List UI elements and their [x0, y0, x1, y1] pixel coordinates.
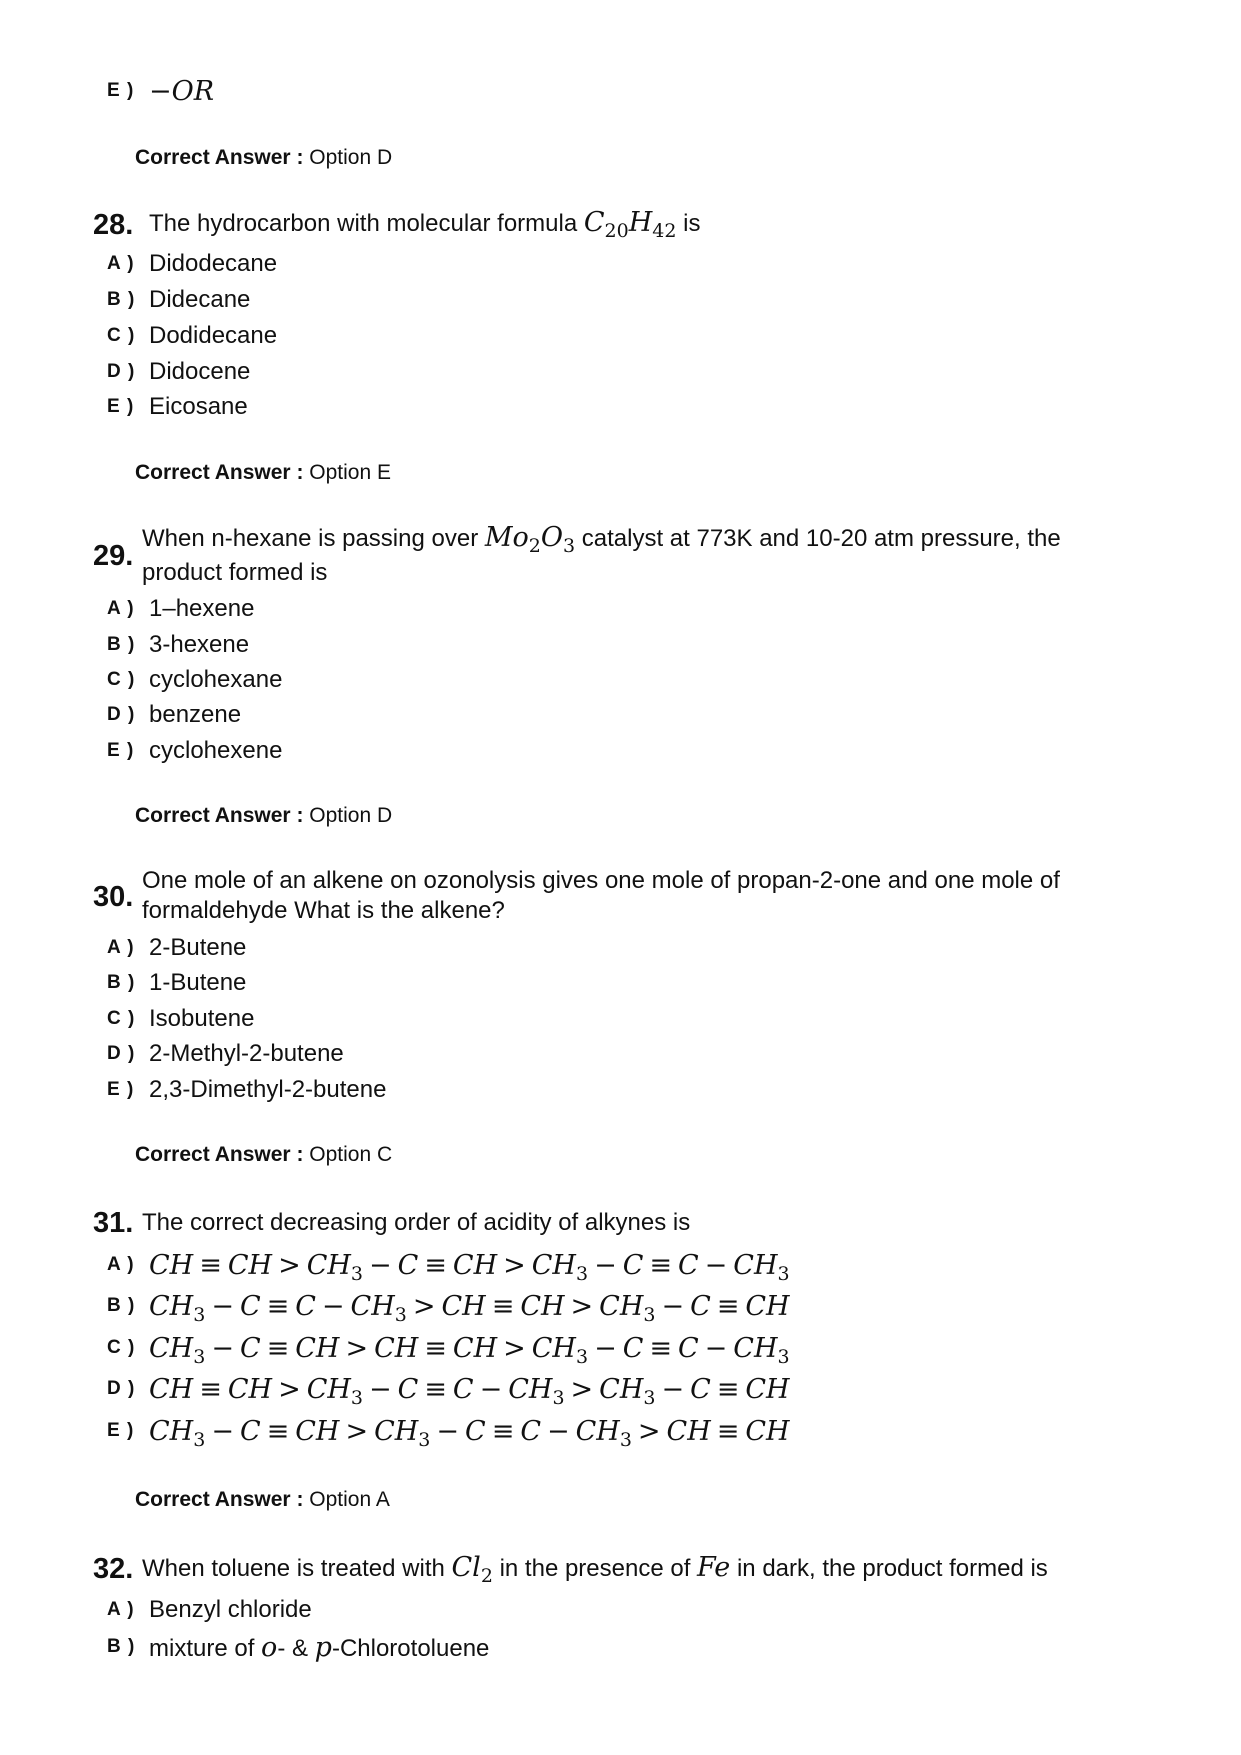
q31-option-b [107, 1286, 790, 1326]
option-formula: CH ≡ CH > $CH_3 - C$ ≡ CH > $CH_3 - C \equiv C - CH_3$ [149, 1249, 790, 1285]
q31-correct-answer [135, 1488, 390, 1512]
option-text-end: -Chlorotoluene [331, 1634, 490, 1662]
option-letter: D ) [107, 1043, 136, 1064]
option-letter: A ) [107, 1599, 135, 1620]
formula-cl2: $Cl_2$ [451, 1552, 493, 1587]
formula: $C_{20}H_{42}$ [583, 207, 677, 242]
answer-label: Correct Answer : [135, 146, 304, 169]
question-text: When toluene is treated with [142, 1555, 445, 1582]
q30-option-b [107, 966, 246, 1000]
q32-question [142, 1552, 1048, 1587]
option-text: cyclohexane [149, 666, 283, 693]
option-letter: C ) [107, 669, 136, 690]
q30-question-line2: formaldehyde What is the alkene? [142, 897, 505, 924]
q29-option-e [107, 734, 282, 768]
answer-value: Option D [309, 804, 393, 827]
q28-option-b [107, 283, 250, 317]
q29-option-a [107, 592, 254, 626]
option-text: Didecane [149, 286, 251, 313]
option-letter: E ) [107, 740, 135, 761]
option-formula: $CH_3 - C \equiv C - CH_3$ > CH ≡ CH > $CH_3 - C$ ≡ CH [149, 1290, 790, 1326]
question-text-middle: in the presence of [499, 1555, 691, 1582]
q28-option-e [107, 390, 248, 424]
question-text-end: in dark, the product formed is [736, 1555, 1048, 1582]
option-text: 2-Butene [149, 934, 247, 961]
answer-label: Correct Answer : [135, 804, 304, 827]
q30-number: 30. [93, 881, 134, 913]
q30-correct-answer [135, 1143, 392, 1167]
option-letter: B ) [107, 1636, 136, 1657]
answer-label: Correct Answer : [135, 1143, 304, 1166]
q30-option-d [107, 1037, 344, 1071]
option-letter: C ) [107, 1008, 136, 1029]
option-text: Didocene [149, 358, 251, 385]
option-letter: A ) [107, 937, 135, 958]
option-letter: E ) [107, 1420, 135, 1441]
option-letter: C ) [107, 1337, 136, 1358]
answer-value: Option E [309, 461, 391, 484]
option-text: benzene [149, 701, 242, 728]
q29-question-line1 [142, 522, 1061, 557]
q30-question-line1: One mole of an alkene on ozonolysis gives one mole of propan-2-one and one mole of [142, 867, 1060, 894]
q32-option-b [107, 1630, 489, 1664]
answer-label: Correct Answer : [135, 1488, 304, 1511]
option-letter: E ) [107, 80, 135, 101]
q30-option-e [107, 1073, 386, 1107]
option-letter: B ) [107, 289, 136, 310]
option-formula: $CH_3 - C$ ≡ CH > $CH_3 - C \equiv C - CH_3$ > CH ≡ CH [149, 1415, 790, 1451]
option-text [149, 1632, 489, 1663]
q32-option-a [107, 1593, 312, 1627]
question-text: The hydrocarbon with molecular formula [149, 210, 578, 237]
q28-question [149, 207, 701, 242]
option-text: −OR [149, 75, 215, 107]
q31-question: The correct decreasing order of acidity of alkynes is [142, 1209, 691, 1236]
option-text: 2-Methyl-2-butene [149, 1040, 344, 1067]
para-symbol: p [314, 1631, 332, 1663]
option-text: Dodidecane [149, 322, 278, 349]
q28-number: 28. [93, 209, 134, 241]
option-letter: E ) [107, 1079, 135, 1100]
q28-correct-answer [135, 461, 391, 485]
q31-option-e [107, 1411, 790, 1451]
option-letter: A ) [107, 598, 135, 619]
q31-option-a [107, 1245, 790, 1285]
option-text: Didodecane [149, 250, 278, 277]
option-text: 2,3-Dimethyl-2-butene [149, 1076, 387, 1103]
answer-label: Correct Answer : [135, 461, 304, 484]
option-letter: C ) [107, 325, 136, 346]
formula-fe: Fe [697, 1552, 731, 1583]
option-text: Eicosane [149, 393, 248, 420]
q29-number: 29. [93, 540, 134, 572]
question-text-end: catalyst at 773K and 10-20 atm pressure, the [581, 525, 1061, 552]
q27-correct-answer [135, 146, 392, 170]
q28-option-a [107, 247, 277, 281]
q30-option-c [107, 1002, 254, 1036]
q29-question-line2: product formed is [142, 559, 328, 586]
option-letter: D ) [107, 1378, 136, 1399]
q31-option-d [107, 1369, 790, 1409]
q27-option-e [107, 74, 214, 108]
question-text-end: is [683, 210, 701, 237]
option-text-start: mixture of [149, 1634, 255, 1662]
q31-option-c [107, 1328, 790, 1368]
q29-option-c [107, 663, 282, 697]
option-letter: B ) [107, 1295, 136, 1316]
q29-option-d [107, 698, 241, 732]
q28-option-d [107, 355, 250, 389]
option-formula: CH ≡ CH > $CH_3 - C \equiv C - CH_3 > CH_3 - C$ ≡ CH [149, 1373, 790, 1409]
answer-value: Option D [309, 146, 393, 169]
option-text: 1-Butene [149, 969, 247, 996]
q28-option-c [107, 319, 277, 353]
option-letter: A ) [107, 253, 135, 274]
option-letter: B ) [107, 634, 136, 655]
option-letter: B ) [107, 972, 136, 993]
option-text: Benzyl chloride [149, 1596, 312, 1623]
q29-correct-answer [135, 804, 392, 828]
option-letter: D ) [107, 361, 136, 382]
option-letter: D ) [107, 704, 136, 725]
option-text: 3-hexene [149, 631, 250, 658]
answer-value: Option A [309, 1488, 390, 1511]
option-text-mid: - & [277, 1634, 308, 1662]
option-text: Isobutene [149, 1005, 255, 1032]
question-text: When n-hexane is passing over [142, 525, 479, 552]
answer-value: Option C [309, 1143, 393, 1166]
option-text: cyclohexene [149, 737, 283, 764]
option-text: 1–hexene [149, 595, 255, 622]
option-letter: A ) [107, 1254, 135, 1275]
option-formula: $CH_3 - C$ ≡ CH > CH ≡ CH > $CH_3 - C \equiv C - CH_3$ [149, 1332, 790, 1368]
q29-option-b [107, 628, 249, 662]
formula: $Mo_2O_3$ [484, 522, 576, 557]
option-letter: E ) [107, 396, 135, 417]
q30-option-a [107, 931, 246, 965]
q31-number: 31. [93, 1207, 134, 1239]
q32-number: 32. [93, 1553, 134, 1585]
ortho-symbol: o [261, 1631, 278, 1663]
